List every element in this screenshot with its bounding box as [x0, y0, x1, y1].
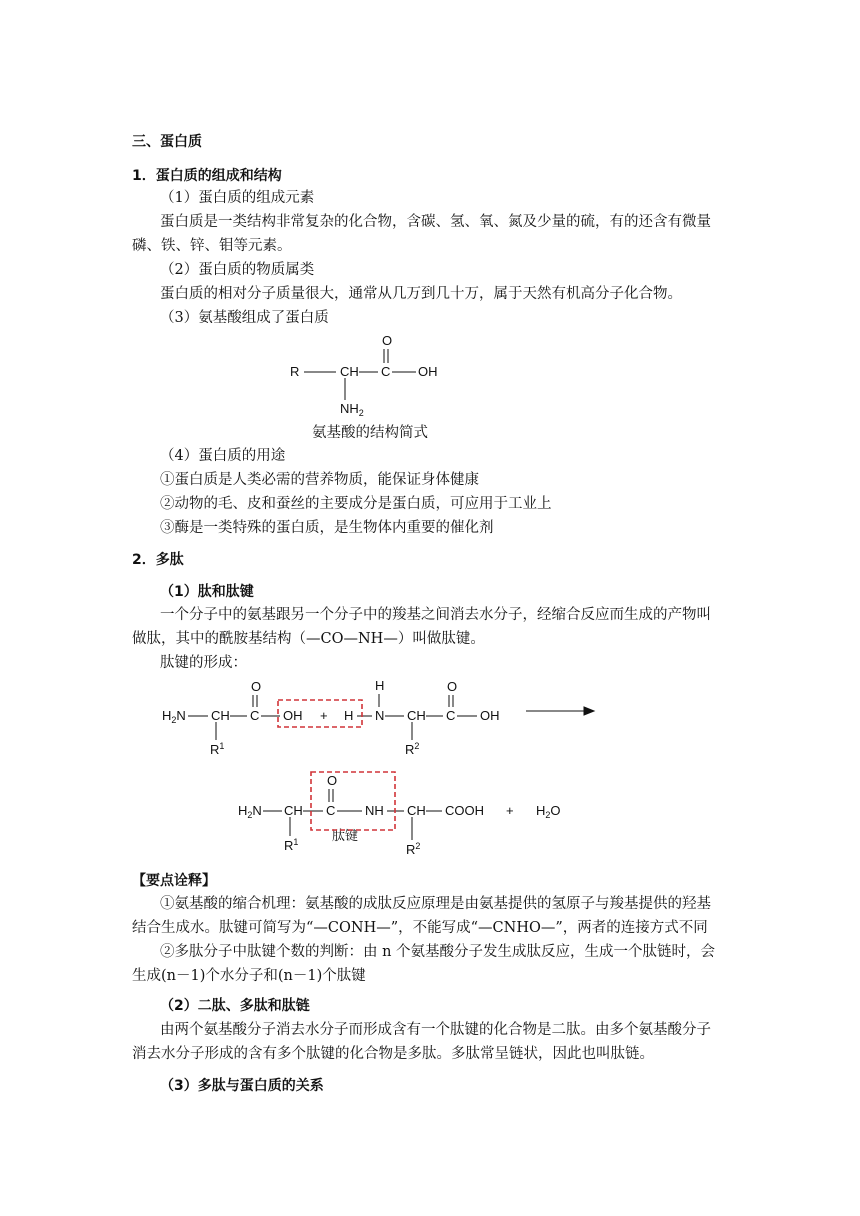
product-C: C	[326, 803, 336, 818]
reactant1-C: C	[250, 708, 260, 723]
subsection-title-composition: 1．蛋白质的组成和结构	[132, 168, 282, 184]
item-title-dipeptide: （2）二肽、多肽和肽链	[160, 998, 310, 1014]
use-item: ①蛋白质是人类必需的营养物质，能保证身体健康	[160, 472, 479, 488]
formula-C: C	[381, 364, 391, 379]
formula-OH: OH	[418, 364, 438, 379]
note-line: 结合生成水。肽键可简写为“—CONH—”，不能写成“—CNHO—”，两者的连接方式不同	[132, 920, 708, 936]
reaction-products	[236, 768, 576, 860]
note-line: ①氨基酸的缩合机理：氨基酸的成肽反应原理是由氨基提供的氢原子与羧基提供的羟基	[160, 896, 711, 912]
formula-caption: 氨基酸的结构简式	[312, 425, 428, 441]
arrow-head	[584, 707, 594, 715]
reactant2-R2: $R^2$	[405, 741, 420, 756]
paragraph-line: 一个分子中的氨基跟另一个分子中的羧基之间消去水分子，经缩合反应而生成的产物叫	[160, 607, 711, 623]
reactant2-C: C	[446, 708, 456, 723]
product-R1: $R^1$	[284, 837, 299, 853]
note-line: ②多肽分子中肽键个数的判断：由 n 个氨基酸分子发生成肽反应，生成一个肽链时，会	[160, 944, 716, 960]
reactant1-CH: CH	[211, 708, 230, 723]
peptide-bond-box	[311, 772, 395, 830]
note-line: 生成(n－1)个水分子和(n－1)个肽键	[132, 968, 366, 984]
amino-acid-formula	[282, 332, 452, 420]
item-title-category: （2）蛋白质的物质属类	[160, 262, 315, 278]
reactant1-H2N: $H_2N$	[162, 708, 186, 725]
formula-CH: CH	[340, 364, 359, 379]
peptide-bond-label: 肽键	[332, 828, 359, 843]
reactant1-OH: OH	[283, 708, 303, 723]
product-NH: NH	[365, 803, 384, 818]
use-item: ②动物的毛、皮和蚕丝的主要成分是蛋白质，可应用于工业上	[160, 496, 552, 512]
water: $H_2O$	[536, 803, 561, 820]
formula-R: R	[290, 364, 300, 379]
section-heading: 三、蛋白质	[132, 134, 202, 150]
paragraph-line: 蛋白质是一类结构非常复杂的化合物，含碳、氢、氧、氮及少量的硫，有的还含有微量	[160, 214, 711, 230]
paragraph-line: 做肽，其中的酰胺基结构（—CO—NH—）叫做肽键。	[132, 631, 485, 647]
paragraph-line: 蛋白质的相对分子质量很大，通常从几万到几十万，属于天然有机高分子化合物。	[160, 286, 682, 302]
product-CH: CH	[284, 803, 303, 818]
reactant2-CH: CH	[407, 708, 426, 723]
product-R2: $R^2$	[406, 841, 421, 857]
reactant2-N: N	[375, 708, 385, 723]
reactant1-O: O	[251, 679, 262, 694]
reactant2-O: O	[447, 679, 458, 694]
reactant2-H: H	[344, 708, 354, 723]
notes-title: 【要点诠释】	[132, 873, 216, 889]
product-COOH: COOH	[445, 803, 484, 818]
product-H2N: $H_2N$	[238, 803, 262, 820]
paragraph-line: 由两个氨基酸分子消去水分子而形成含有一个肽键的化合物是二肽。由多个氨基酸分子	[160, 1022, 711, 1038]
product-O: O	[327, 773, 338, 788]
reactant1-R1: $R^1$	[210, 741, 225, 756]
reaction-reactants	[160, 676, 610, 756]
paragraph-line: 磷、铁、锌、钼等元素。	[132, 238, 292, 254]
item-title-amino-acid: （3）氨基酸组成了蛋白质	[160, 310, 329, 326]
plus-sign: +	[506, 803, 514, 818]
reactant2-amine-H: H	[375, 678, 385, 693]
formula-NH2: $NH_2$	[340, 401, 364, 418]
product-CH2: CH	[407, 803, 426, 818]
item-title-relationship: （3）多肽与蛋白质的关系	[160, 1078, 324, 1094]
use-item: ③酶是一类特殊的蛋白质，是生物体内重要的催化剂	[160, 520, 494, 536]
reactant2-OH: OH	[480, 708, 500, 723]
subsection-title-peptide: 2．多肽	[132, 552, 184, 568]
plus-sign: +	[320, 708, 328, 723]
item-title-uses: （4）蛋白质的用途	[160, 448, 286, 464]
formula-O: O	[382, 333, 393, 348]
formation-label: 肽键的形成：	[160, 655, 247, 671]
item-title-peptide-bond: （1）肽和肽键	[160, 584, 254, 600]
item-title-elements: （1）蛋白质的组成元素	[160, 190, 315, 206]
paragraph-line: 消去水分子形成的含有多个肽键的化合物是多肽。多肽常呈链状，因此也叫肽链。	[132, 1046, 654, 1062]
